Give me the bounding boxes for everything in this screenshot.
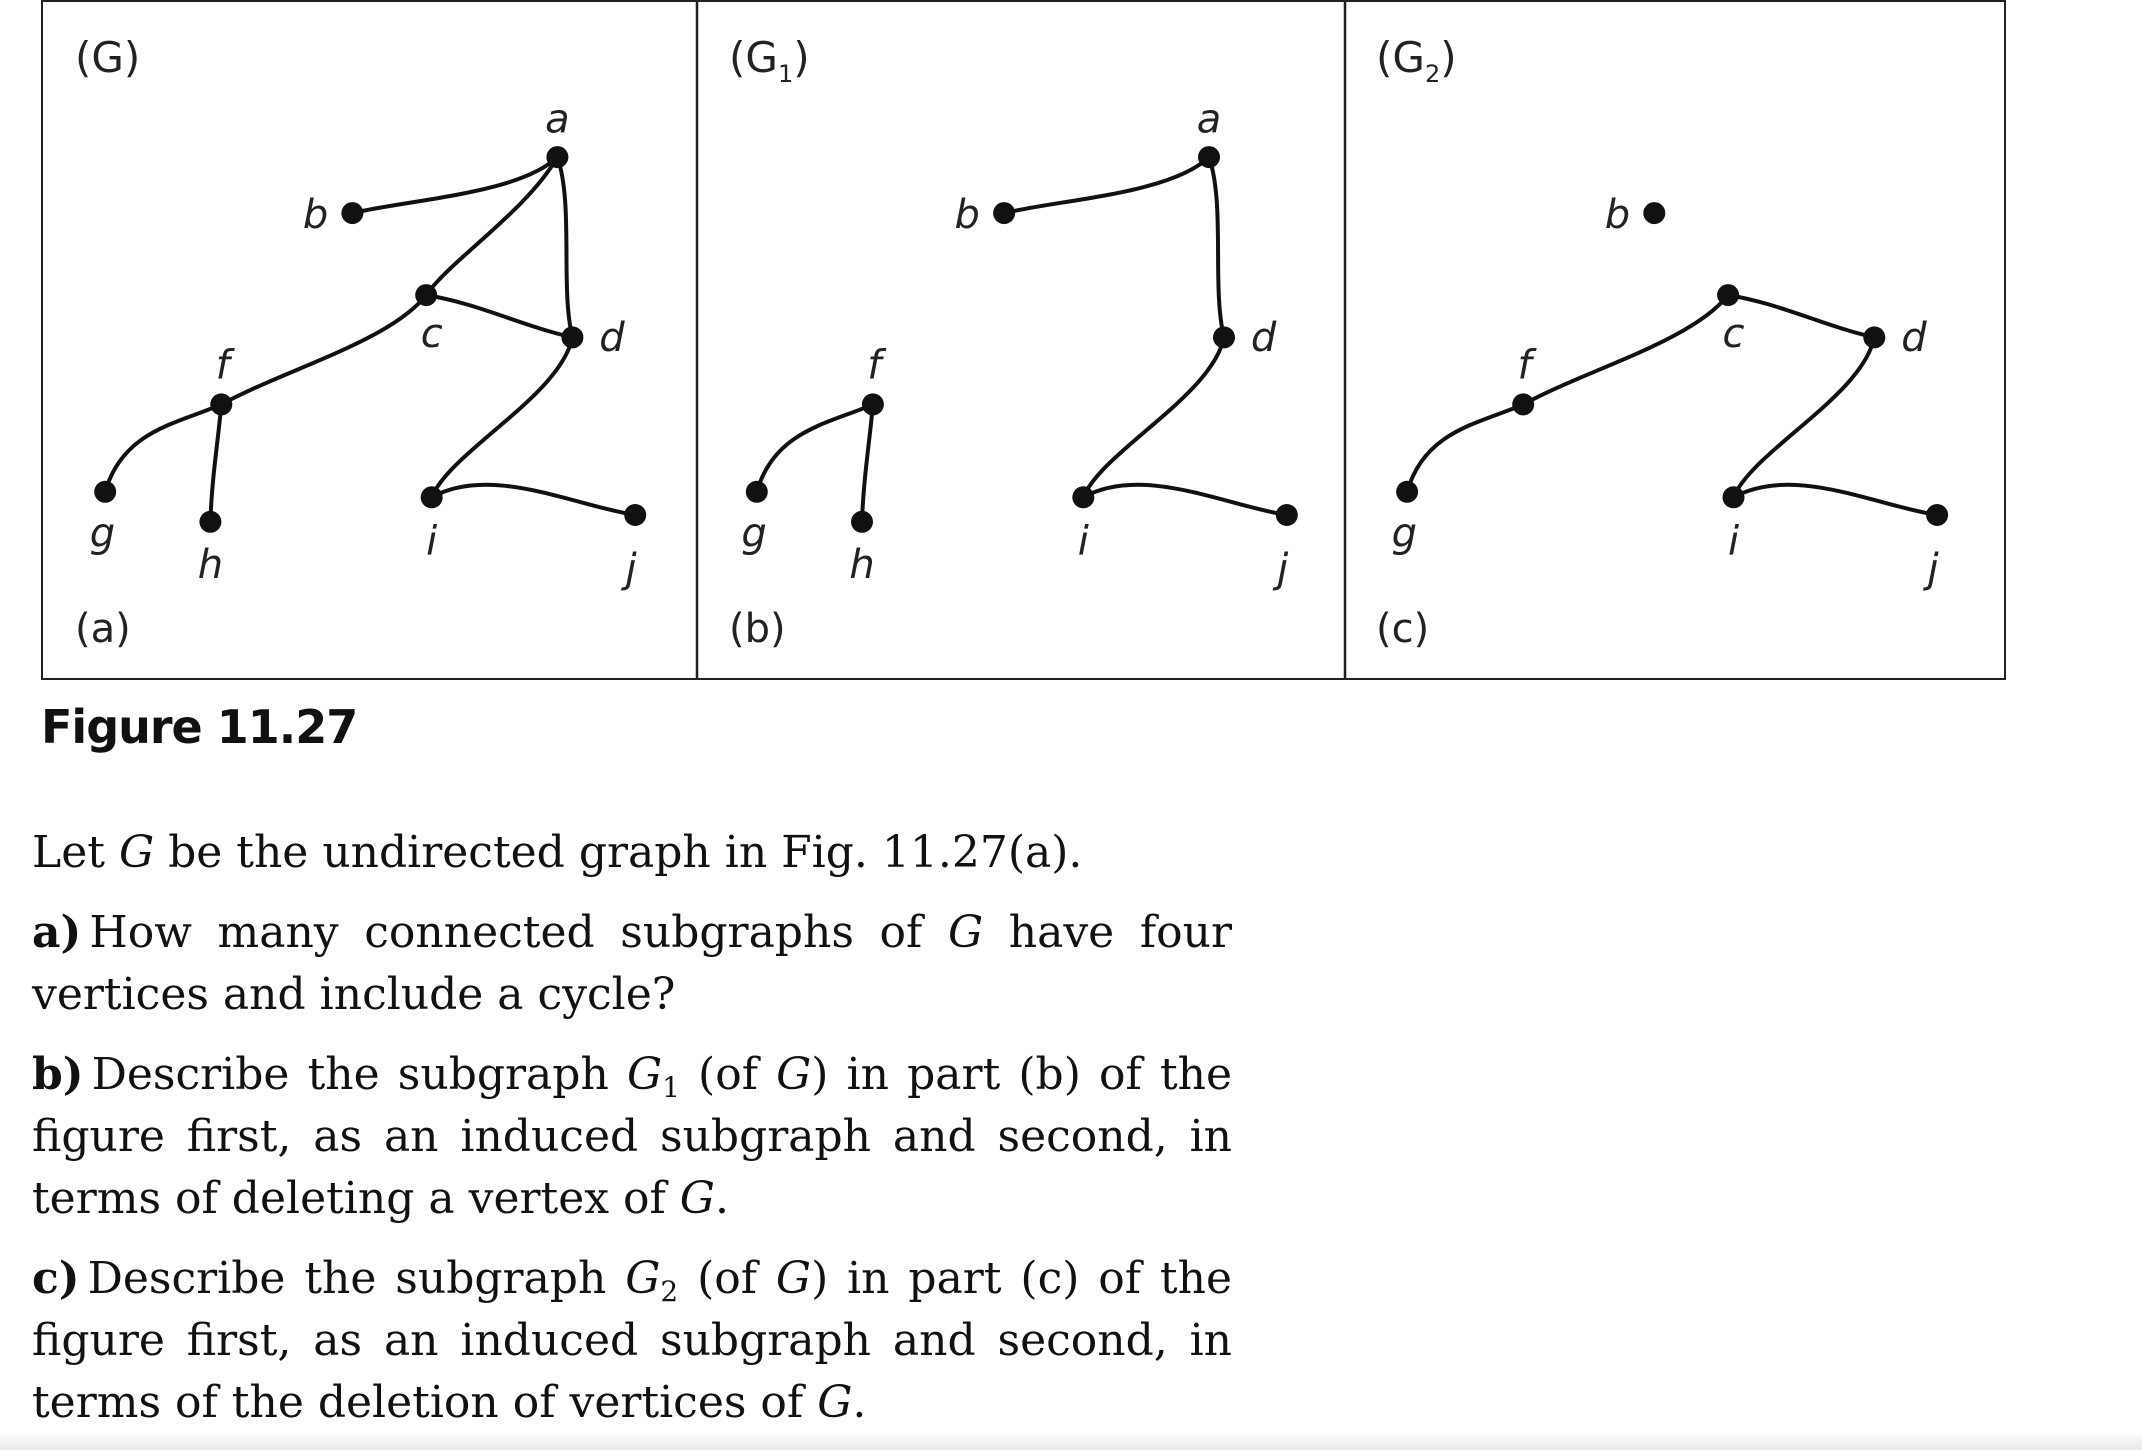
vertex-label-h: h	[197, 541, 224, 588]
vertex-c	[1717, 284, 1739, 306]
vertex-i	[1072, 486, 1094, 508]
edge-f-h	[210, 404, 221, 521]
vertex-label-i: i	[1077, 518, 1089, 565]
vertex-label-b: b	[954, 192, 980, 239]
panel-b-title-sub: 1	[777, 60, 794, 88]
part-a-text: have four vertices and include a cycle?	[32, 907, 1232, 1020]
edge-f-g	[105, 404, 221, 491]
panel-c-title-close: )	[1440, 33, 1457, 82]
panel-b-caption: (b)	[729, 606, 786, 652]
vertex-b	[993, 202, 1015, 224]
intro-text: be the undirected graph in Fig. 11.27(a).	[154, 827, 1083, 878]
vertex-j	[1926, 504, 1948, 526]
problem-intro	[32, 822, 1232, 884]
part-a-label: a)	[32, 907, 82, 958]
panel-c-caption: (c)	[1376, 606, 1430, 652]
vertex-label-g: g	[1391, 510, 1417, 557]
vertex-label-d: d	[1901, 315, 1927, 362]
graph-symbol: G	[626, 1049, 663, 1100]
edge-f-g	[1407, 404, 1523, 491]
vertex-c	[415, 284, 437, 306]
vertex-label-f: f	[215, 342, 230, 389]
graph-symbol: G	[817, 1377, 853, 1428]
vertex-a	[1198, 146, 1220, 168]
vertex-label-b: b	[1604, 192, 1631, 239]
edge-a-d	[1209, 157, 1224, 337]
vertex-f	[210, 393, 232, 415]
edge-i-j	[432, 485, 636, 515]
problem-part-b	[32, 1044, 1232, 1230]
edge-c-d	[1728, 295, 1874, 337]
part-b-text: .	[714, 1173, 729, 1224]
edge-f-g	[757, 404, 873, 491]
panel-b-title	[729, 33, 810, 88]
edge-d-i	[432, 337, 573, 497]
part-b-text: Describe the subgraph	[91, 1049, 627, 1100]
part-c-text: Describe the subgraph	[87, 1253, 626, 1304]
vertex-i	[1723, 486, 1745, 508]
vertex-label-j: j	[625, 545, 637, 592]
edge-d-i	[1734, 337, 1875, 497]
intro-text: Let	[32, 827, 119, 878]
vertex-label-g: g	[741, 510, 767, 557]
vertex-h	[851, 511, 873, 533]
vertex-b	[1643, 202, 1665, 224]
vertex-label-b: b	[302, 192, 329, 239]
part-b-text: (of	[679, 1049, 777, 1100]
subscript: 1	[662, 1071, 680, 1104]
vertex-f	[862, 393, 884, 415]
part-c-text: ) in part (c) of the figure first, as an induced subgraph and second, in terms of the deletion of vertices of	[32, 1253, 1232, 1428]
vertex-h	[199, 511, 221, 533]
vertex-g	[94, 481, 116, 503]
vertex-j	[624, 504, 646, 526]
vertex-label-c: c	[1722, 311, 1745, 357]
graph-symbol: G	[776, 1049, 812, 1100]
edge-a-b	[352, 157, 557, 213]
problem-text	[32, 822, 1232, 1452]
panel-c-title-main: (G	[1376, 33, 1425, 82]
graph-symbol: G	[625, 1253, 661, 1304]
panel-a-caption: (a)	[75, 606, 131, 652]
vertex-label-i: i	[1727, 518, 1740, 565]
vertex-label-d: d	[1250, 315, 1277, 362]
graph-symbol: G	[947, 907, 984, 958]
vertex-label-f: f	[1517, 342, 1532, 389]
vertex-label-g: g	[89, 510, 116, 557]
vertex-g	[1396, 481, 1418, 503]
problem-part-a	[32, 902, 1232, 1026]
edge-a-d	[557, 157, 572, 337]
panel-b-title-main: (G	[729, 33, 778, 82]
panel-a-graph	[90, 97, 646, 592]
panel-b-graph	[741, 97, 1297, 592]
panel-c-graph	[1392, 192, 1948, 592]
vertex-i	[421, 486, 443, 508]
vertex-j	[1276, 504, 1298, 526]
vertex-label-a: a	[545, 96, 570, 143]
part-c-text: (of	[678, 1253, 776, 1304]
vertex-a	[546, 146, 568, 168]
edge-i-j	[1083, 485, 1287, 515]
part-b-text: ) in part (b) of the figure first, as an induced subgraph and second, in terms of deleting a vertex of	[32, 1049, 1233, 1224]
part-a-text: How many connected subgraphs of	[89, 907, 948, 958]
vertex-f	[1512, 393, 1534, 415]
vertex-label-j: j	[1927, 545, 1939, 592]
graph-symbol: G	[775, 1253, 812, 1304]
panel-c-title-sub: 2	[1424, 60, 1441, 88]
vertex-b	[341, 202, 363, 224]
vertex-label-h: h	[849, 541, 875, 588]
part-c-text: .	[852, 1377, 867, 1428]
vertex-label-c: c	[420, 311, 443, 357]
vertex-d	[1863, 326, 1885, 348]
vertex-d	[561, 326, 583, 348]
graph-symbol: G	[118, 827, 155, 878]
vertex-d	[1213, 326, 1235, 348]
problem-part-c	[32, 1248, 1232, 1434]
vertex-label-d: d	[599, 315, 625, 362]
figure-caption: Figure 11.27	[41, 700, 358, 754]
panel-b-title-close: )	[793, 33, 810, 82]
edge-a-c	[426, 157, 557, 295]
edge-c-f	[1523, 295, 1728, 404]
edge-f-h	[862, 404, 873, 521]
edge-a-b	[1004, 157, 1209, 213]
edge-c-f	[221, 295, 426, 404]
panel-a-title: (G)	[75, 33, 141, 82]
part-c-label: c)	[32, 1253, 80, 1304]
graph-symbol: G	[679, 1173, 715, 1224]
edge-c-d	[426, 295, 572, 337]
vertex-label-j: j	[1277, 545, 1289, 592]
subscript: 2	[660, 1275, 679, 1308]
vertex-label-i: i	[426, 518, 438, 565]
graph-figure	[0, 0, 2142, 700]
vertex-label-f: f	[867, 342, 882, 389]
bottom-shade	[0, 1432, 2142, 1450]
panel-c-title	[1376, 33, 1457, 88]
vertex-g	[746, 481, 768, 503]
part-b-label: b)	[32, 1049, 84, 1100]
vertex-label-a: a	[1196, 96, 1222, 143]
edge-d-i	[1083, 337, 1224, 497]
edge-i-j	[1734, 485, 1938, 515]
